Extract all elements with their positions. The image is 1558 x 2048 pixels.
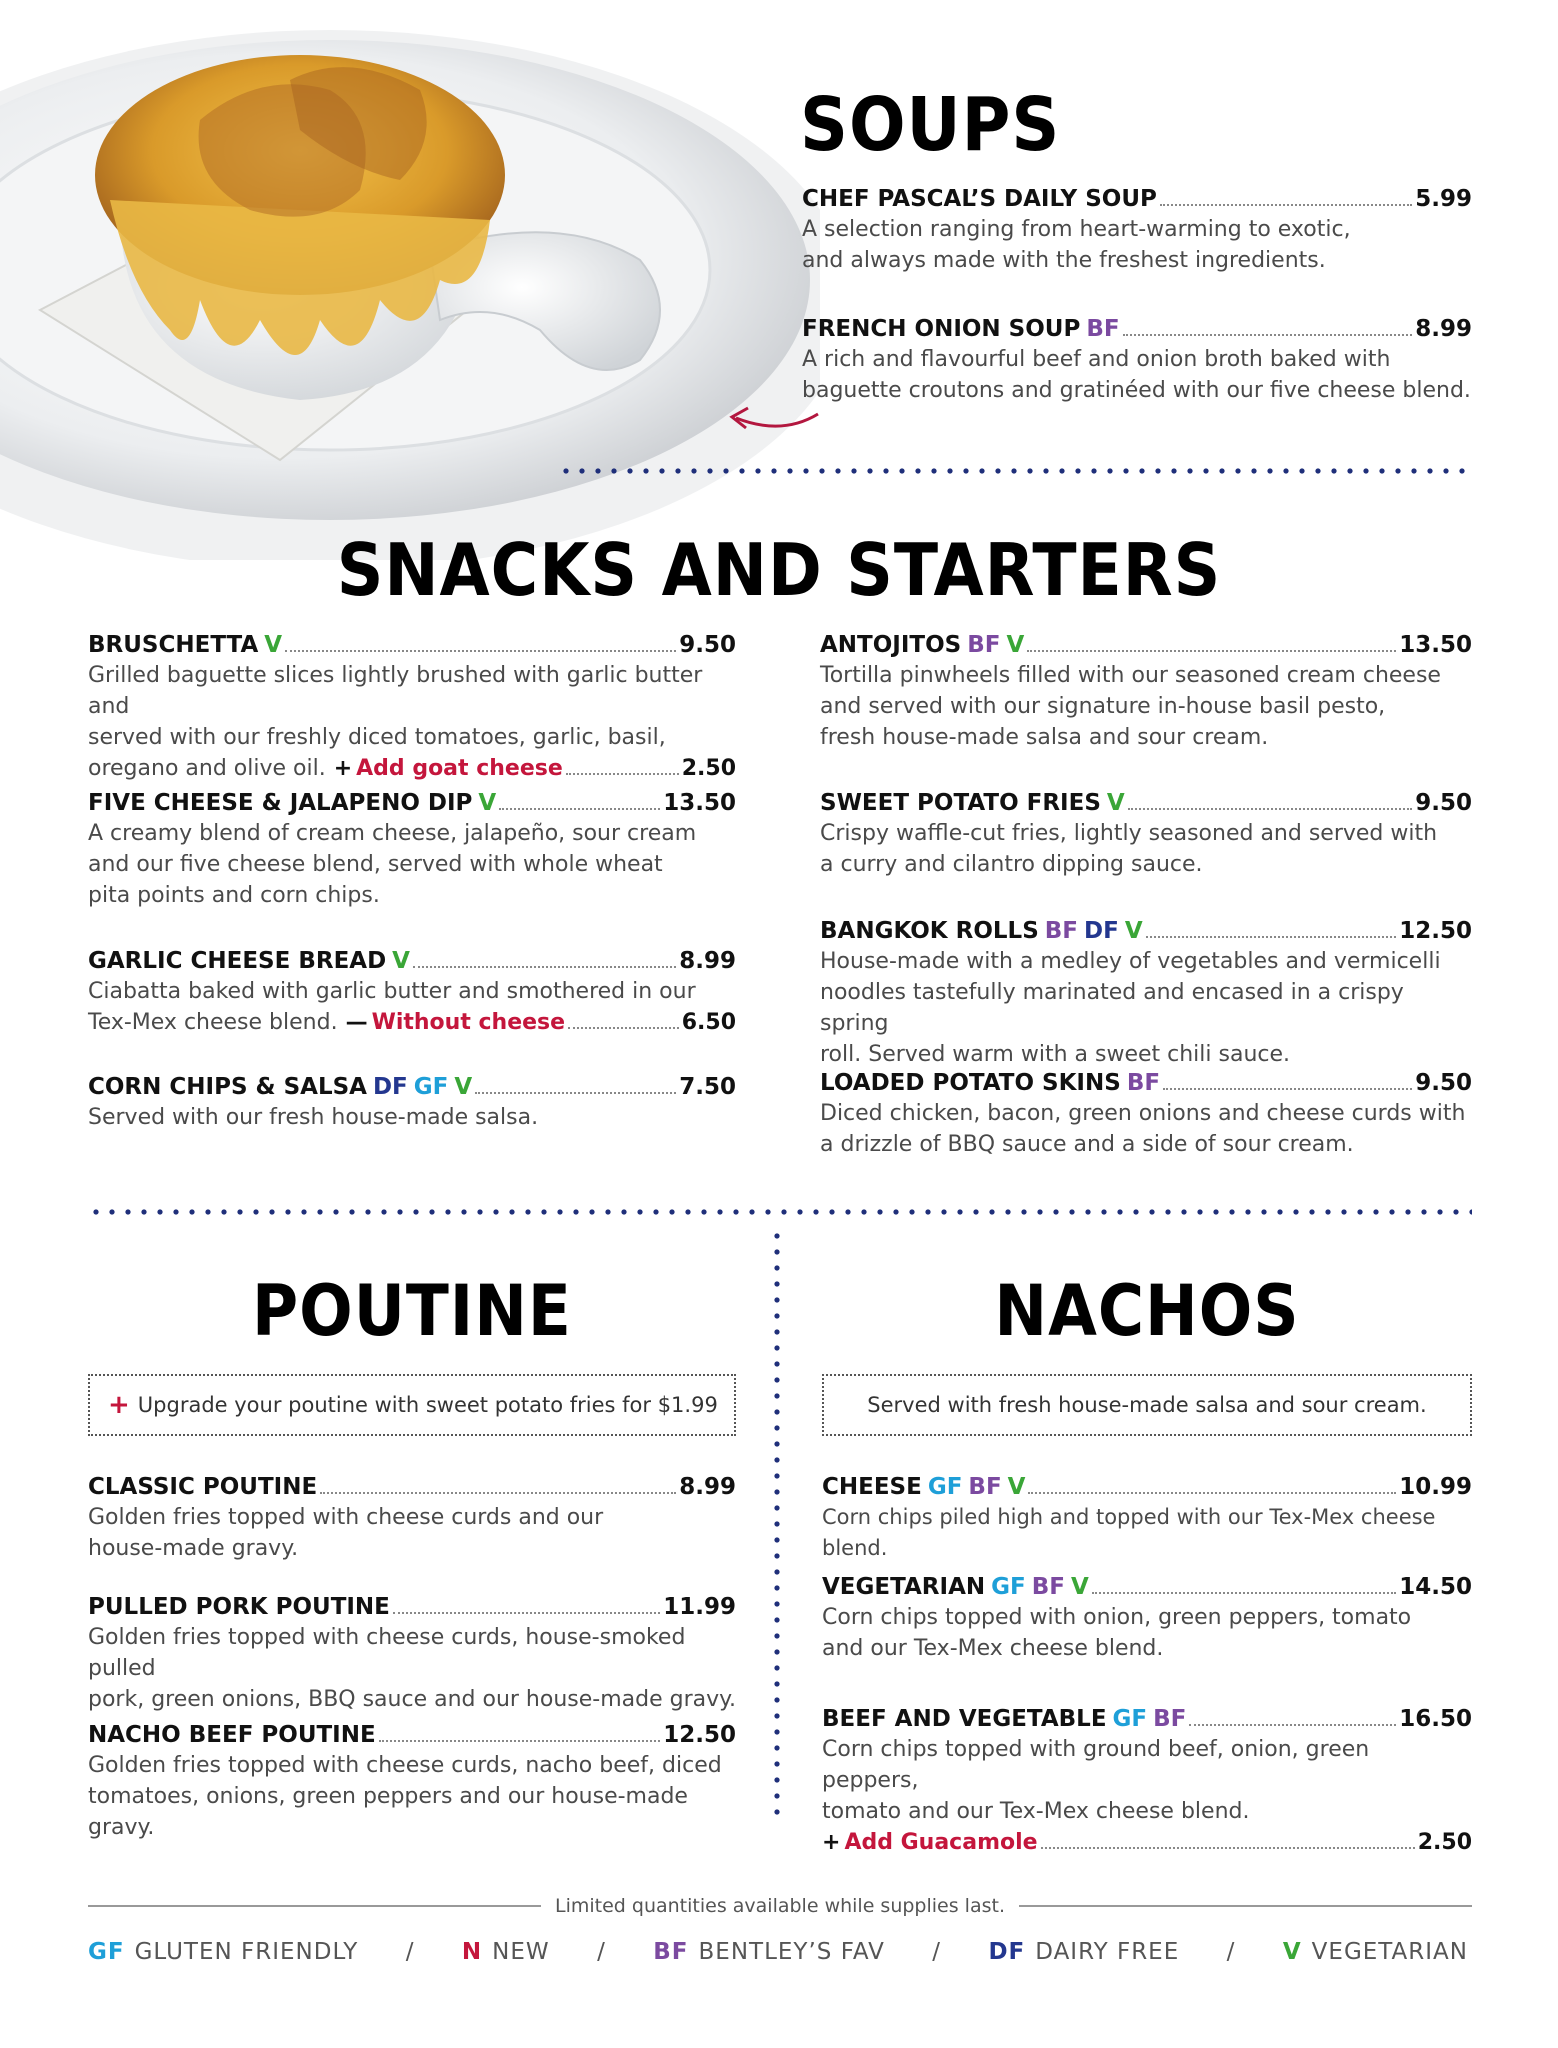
leader-dots <box>1189 1724 1396 1726</box>
menu-item-bangkok-rolls <box>820 918 1472 1070</box>
menu-item-corn-chips-salsa <box>88 1074 736 1133</box>
addon-price: 6.50 <box>681 1010 736 1035</box>
item-name: GARLIC CHEESE BREAD <box>88 948 387 974</box>
legend-separator: / <box>405 1939 415 1965</box>
item-name: PULLED PORK POUTINE <box>88 1594 390 1620</box>
tag-gf: GF <box>991 1574 1026 1600</box>
item-price: 10.99 <box>1399 1474 1472 1500</box>
leader-dots <box>1041 1847 1415 1849</box>
tag-v: V <box>1006 632 1025 658</box>
french-onion-soup-photo <box>0 0 820 560</box>
legend-df: DF DAIRY FREE <box>988 1939 1180 1965</box>
column-divider-dots <box>774 1228 780 1820</box>
tag-bf: BF <box>968 1474 1002 1500</box>
addon-price: 2.50 <box>1417 1830 1472 1855</box>
menu-item-beef-vegetable-nachos <box>822 1706 1472 1858</box>
tag-bf: BF <box>1031 1574 1065 1600</box>
leader-dots <box>1028 1492 1396 1494</box>
menu-item-vegetarian-nachos <box>822 1574 1472 1664</box>
addon-row: oregano and olive oil. + Add goat cheese 2.50 <box>88 753 736 784</box>
tag-bf: BF <box>1086 316 1120 342</box>
item-price: 9.50 <box>679 632 736 658</box>
menu-item-bruschetta <box>88 632 736 784</box>
item-description: Crispy waffle-cut fries, lightly seasoned and served with a curry and cilantro dipping sauce. <box>820 821 1438 877</box>
leader-dots <box>1160 204 1412 206</box>
dietary-legend <box>88 1939 1468 1965</box>
item-price: 14.50 <box>1399 1574 1472 1600</box>
item-description: Ciabatta baked with garlic butter and smothered in our <box>88 979 696 1004</box>
item-name: CHEF PASCAL’S DAILY SOUP <box>802 186 1157 212</box>
legend-v: V VEGETARIAN <box>1282 1939 1468 1965</box>
item-name: SWEET POTATO FRIES <box>820 790 1101 816</box>
menu-item-classic-poutine <box>88 1474 736 1564</box>
plus-icon: + <box>108 1390 130 1420</box>
plus-icon: + <box>822 1830 841 1855</box>
menu-item-nacho-beef-poutine <box>88 1722 748 1843</box>
addon-label: Add goat cheese <box>356 756 563 781</box>
legend-separator: / <box>1226 1939 1236 1965</box>
item-price: 8.99 <box>679 948 736 974</box>
tag-gf: GF <box>927 1474 963 1500</box>
tag-df: DF <box>1084 918 1119 944</box>
footer-notice: Limited quantities available while supplies last. <box>555 1895 1005 1917</box>
item-description: Golden fries topped with cheese curds, house-smoked pulled pork, green onions, BBQ sauce and our house-made gravy. <box>88 1625 737 1712</box>
menu-item-loaded-potato-skins <box>820 1070 1472 1160</box>
legend-bf: BF BENTLEY’S FAV <box>653 1939 885 1965</box>
note-text: Upgrade your poutine with sweet potato fries for $1.99 <box>137 1393 718 1417</box>
leader-dots <box>1146 936 1397 938</box>
item-description: Corn chips topped with onion, green peppers, tomato and our Tex-Mex cheese blend. <box>822 1605 1412 1661</box>
leader-dots <box>499 808 660 810</box>
item-price: 13.50 <box>1399 632 1472 658</box>
item-description: Tortilla pinwheels filled with our seasoned cream cheese and served with our signature in-house basil pesto, fresh house-made salsa and sour cream. <box>820 663 1441 750</box>
legend-gf: GF GLUTEN FRIENDLY <box>88 1939 359 1965</box>
item-price: 8.99 <box>1415 316 1472 342</box>
legend-separator: / <box>932 1939 942 1965</box>
menu-item-pulled-pork-poutine <box>88 1594 736 1715</box>
item-price: 13.50 <box>663 790 736 816</box>
item-description: Golden fries topped with cheese curds and our house-made gravy. <box>88 1505 604 1561</box>
item-price: 7.50 <box>679 1074 736 1100</box>
curved-arrow-icon <box>722 400 822 440</box>
leader-dots <box>379 1740 661 1742</box>
menu-item-cheese-nachos <box>822 1474 1472 1564</box>
leader-dots <box>393 1612 660 1614</box>
item-price: 5.99 <box>1415 186 1472 212</box>
tag-v: V <box>478 790 497 816</box>
item-name: CHEESE <box>822 1474 922 1500</box>
note-text: Served with fresh house-made salsa and sour cream. <box>867 1393 1427 1417</box>
nachos-note <box>822 1374 1472 1436</box>
item-description: A selection ranging from heart-warming to exotic, and always made with the freshest ingredients. <box>802 217 1351 273</box>
item-description: Served with our fresh house-made salsa. <box>88 1105 539 1130</box>
item-price: 9.50 <box>1415 1070 1472 1096</box>
starters-heading: SNACKS AND STARTERS <box>336 528 1222 612</box>
item-name: BRUSCHETTA <box>88 632 259 658</box>
item-description: Corn chips piled high and topped with our Tex-Mex cheese blend. <box>822 1505 1436 1560</box>
item-name: CORN CHIPS & SALSA <box>88 1074 367 1100</box>
item-name: BANGKOK ROLLS <box>820 918 1039 944</box>
footer-rule-left <box>88 1905 541 1907</box>
leader-dots <box>1027 650 1396 652</box>
item-price: 8.99 <box>679 1474 736 1500</box>
leader-dots <box>285 650 676 652</box>
item-name: NACHO BEEF POUTINE <box>88 1722 376 1748</box>
tag-v: V <box>392 948 410 974</box>
menu-item-daily-soup <box>802 186 1472 276</box>
tag-df: DF <box>372 1074 408 1100</box>
tag-gf: GF <box>413 1074 449 1100</box>
soups-heading: SOUPS <box>800 82 1061 168</box>
footer-notice-row <box>88 1895 1472 1917</box>
leader-dots <box>1092 1592 1396 1594</box>
tag-v: V <box>1070 1574 1089 1600</box>
item-name: BEEF AND VEGETABLE <box>822 1706 1107 1732</box>
leader-dots <box>413 966 676 968</box>
footer-rule-right <box>1019 1905 1472 1907</box>
tag-bf: BF <box>1153 1706 1187 1732</box>
item-name: FRENCH ONION SOUP <box>802 316 1081 342</box>
item-description: A rich and flavourful beef and onion broth baked with baguette croutons and gratinéed with our five cheese blend. <box>802 347 1471 403</box>
tag-gf: GF <box>1112 1706 1148 1732</box>
tag-bf: BF <box>967 632 1001 658</box>
tag-v: V <box>1007 1474 1026 1500</box>
item-description: A creamy blend of cream cheese, jalapeño, sour cream and our five cheese blend, served with whole wheat pita points and corn chips. <box>88 821 697 908</box>
item-description: Golden fries topped with cheese curds, nacho beef, diced tomatoes, onions, green peppers and our house-made gravy. <box>88 1753 722 1840</box>
leader-dots <box>566 773 679 775</box>
nachos-heading: NACHOS <box>994 1270 1300 1352</box>
tag-bf: BF <box>1126 1070 1161 1096</box>
tag-v: V <box>1106 790 1125 816</box>
plus-icon: + <box>333 756 353 781</box>
menu-item-sweet-potato-fries <box>820 790 1472 880</box>
leader-dots <box>475 1092 676 1094</box>
item-description: Diced chicken, bacon, green onions and cheese curds with a drizzle of BBQ sauce and a side of sour cream. <box>820 1101 1466 1157</box>
leader-dots <box>1128 808 1413 810</box>
tag-v: V <box>264 632 283 658</box>
addon-row <box>822 1827 1472 1858</box>
minus-icon: — <box>345 1010 368 1035</box>
menu-item-garlic-cheese-bread <box>88 948 736 1038</box>
divider-dots <box>558 468 1472 474</box>
item-price: 12.50 <box>663 1722 736 1748</box>
item-name: FIVE CHEESE & JALAPENO DIP <box>88 790 473 816</box>
leader-dots <box>1123 334 1413 336</box>
tag-v: V <box>1124 918 1143 944</box>
item-price: 9.50 <box>1415 790 1472 816</box>
addon-label: Without cheese <box>371 1010 566 1035</box>
item-name: CLASSIC POUTINE <box>88 1474 318 1500</box>
divider-dots <box>88 1209 1472 1215</box>
poutine-upgrade-note <box>88 1374 736 1436</box>
item-price: 11.99 <box>663 1594 736 1620</box>
item-name: LOADED POTATO SKINS <box>820 1070 1121 1096</box>
item-description: Grilled baguette slices lightly brushed with garlic butter and served with our freshly diced tomatoes, garlic, basil, <box>88 663 703 750</box>
poutine-heading: POUTINE <box>252 1270 572 1352</box>
item-name: ANTOJITOS <box>820 632 962 658</box>
item-description: House-made with a medley of vegetables and vermicelli noodles tastefully marinated and encased in a crispy spring roll. Served warm with a sweet chili sauce. <box>820 949 1441 1067</box>
item-name: VEGETARIAN <box>822 1574 986 1600</box>
item-description: Corn chips topped with ground beef, onion, green peppers, tomato and our Tex-Mex cheese blend. <box>822 1737 1370 1824</box>
addon-label: Add Guacamole <box>844 1830 1038 1855</box>
item-price: 16.50 <box>1399 1706 1472 1732</box>
addon-price: 2.50 <box>681 756 736 781</box>
addon-row: Tex-Mex cheese blend. — Without cheese 6.50 <box>88 1007 736 1038</box>
tag-bf: BF <box>1044 918 1079 944</box>
menu-item-antojitos <box>820 632 1472 753</box>
menu-item-french-onion-soup <box>802 316 1472 406</box>
item-price: 12.50 <box>1399 918 1472 944</box>
leader-dots <box>568 1027 679 1029</box>
tag-v: V <box>454 1074 473 1100</box>
menu-item-five-cheese-dip <box>88 790 736 911</box>
legend-n: N NEW <box>461 1939 550 1965</box>
leader-dots <box>320 1492 676 1494</box>
leader-dots <box>1163 1088 1412 1090</box>
legend-separator: / <box>597 1939 606 1965</box>
